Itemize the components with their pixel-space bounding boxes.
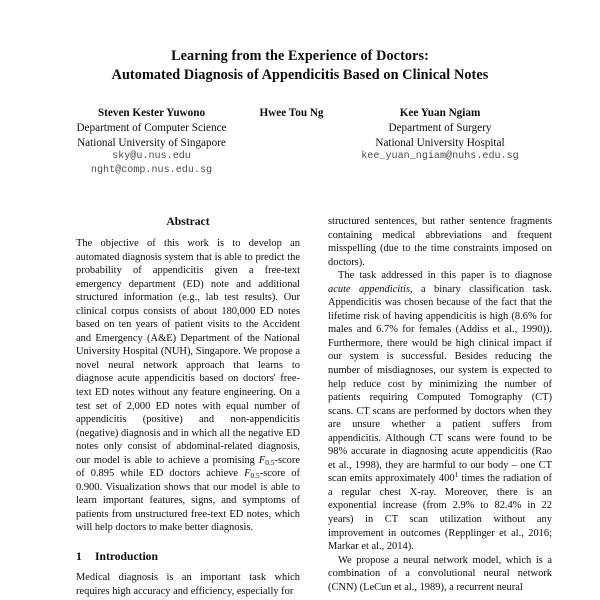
body-columns [0, 215, 600, 598]
fscore-symbol-2: $F_{0.5}$ [244, 468, 260, 481]
author-1-email-1[interactable]: sky@u.nus.edu [112, 151, 191, 163]
author-1 [68, 106, 236, 179]
section-1-heading [76, 550, 300, 564]
fscore-subscript-2: 0.5 [250, 471, 260, 481]
fscore-symbol-1: $F_{0.5}$ [258, 454, 275, 467]
author-1-institution: National University of Singapore [77, 136, 226, 149]
abstract-heading: Abstract [166, 215, 210, 228]
abstract-text-part3: -score of 0.900. Visualization shows that our model is able to learn important features, signs, and symptoms of patients from unstructured free-text ED notes, which will help doctors to make better diagnosis. [76, 468, 300, 534]
author-1-name: Steven Kester Yuwono [97, 107, 206, 119]
abstract-text [76, 237, 300, 535]
right-para2-part3: times the radiation of a regular chest X-ray. Moreover, there is an exponential increase (from 2.9% to 82.4% in 22 years) in CT scan utilization without any improvement in outcomes (Repplinger et al., 2016; Markar et al., 2014). [328, 473, 553, 553]
title-line-1: Learning from the Experience of Doctors: [171, 48, 429, 64]
abstract-text-part1: The objective of this work is to develop an automated diagnosis system that is able to predict the probability of appendicitis given a free-text emergency department (ED) note and additional structured information (e.g., lab test results). Our clinical corpus consists of about 180,000 ED notes based on ten years of patient visits to the Accident and Emergency (A&E) Department of the National University Hospital (NUH), Singapore. We propose a novel neural network approach that learns to diagnose acute appendicitis based on doctors' free-text ED notes without any feature engineering. On a test set of 2,000 ED notes with equal number of appendicitis (positive) and non-appendicitis (negative) diagnosis and in which all the negative ED notes only consist of abdominal-related diagnosis, our model is able to achieve a promising [76, 238, 300, 466]
right-paragraph-continued: structured sentences, but rather sentence fragments containing medical abbreviations and frequent misspelling (due to the time constraints imposed on doctors). [328, 216, 552, 268]
author-1-email-2[interactable]: nght@comp.nus.edu.sg [90, 165, 213, 177]
right-para2-part1: The task addressed in this paper is to diagnose [338, 270, 552, 282]
left-column [76, 215, 300, 598]
footnote-marker[interactable]: 1 [454, 470, 459, 480]
author-3-department: Department of Surgery [388, 122, 492, 134]
author-2-name: Hwee Tou Ng [259, 107, 324, 119]
author-1-department: Department of Computer Science [76, 122, 227, 134]
paper-title [0, 0, 600, 85]
author-3-email-1[interactable]: kee_yuan_ngiam@nuhs.edu.sg [361, 151, 519, 163]
right-paragraph-3: We propose a neural network model, which is a combination of a convolutional neural network (CNN) (LeCun et al., 1989), a recurrent neural [328, 554, 552, 593]
right-paragraph-2 [328, 269, 552, 553]
author-2 [236, 106, 348, 121]
abstract-text-part2: -score of 0.895 while ED doctors achieve [76, 454, 300, 480]
fscore-subscript-1: 0.5 [265, 457, 275, 467]
author-block [0, 106, 600, 179]
acute-appendicitis-italic: acute appendicitis [328, 283, 411, 295]
section-1-title: Introduction [95, 550, 158, 564]
section-1-number: 1 [76, 550, 82, 564]
author-3-institution: National University Hospital [375, 136, 505, 149]
right-para2-part2: , a binary classification task. Appendicitis was chosen because of the fact that the lifetime risk of having appendicitis is high (8.6% for males and 6.7% for females (Addiss et al., 1990)). Furthermore, there would be high clinical impact if our system is successful. Besides reducing the number of misdiagnoses, our system is expected to help reduce cost by minimizing the number of patients requiring Computed Tomography (CT) scans. CT scans are performed by doctors when they are unsure whether a patient suffers from appendicitis. Although CT scans were found to be 98% accurate in diagnosing acute appendicitis (Rao et al., 1998), they are harmful to our body – one CT scan emits approximately 400 [328, 283, 553, 485]
author-3 [348, 106, 533, 164]
section-1-paragraph-1: Medical diagnosis is an important task which requires high accuracy and efficiency, especially for [76, 572, 300, 597]
title-line-2: Automated Diagnosis of Appendicitis Based on Clinical Notes [111, 67, 489, 83]
author-3-name: Kee Yuan Ngiam [399, 107, 481, 119]
right-column [328, 215, 552, 598]
